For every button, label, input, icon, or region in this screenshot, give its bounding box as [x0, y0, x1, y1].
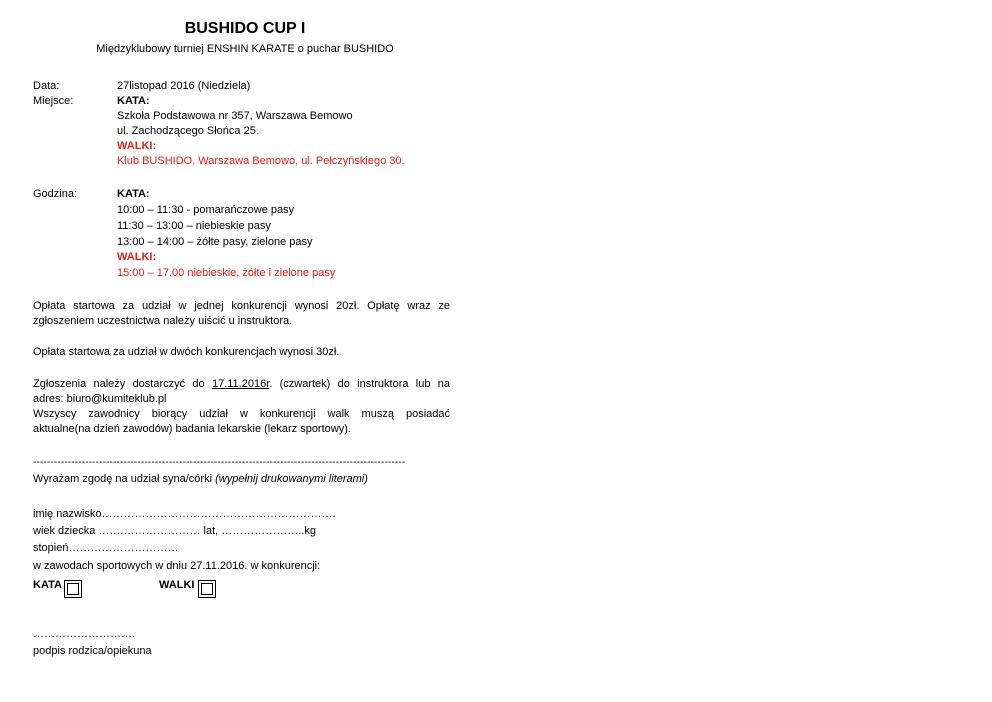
schedule-walki-heading: WALKI:	[117, 251, 157, 263]
fee-two-events: Opłata startowa za udział w dwóch konkurencjach wynosi 30zł.	[33, 346, 340, 358]
registration-deadline: 17.11.2016r	[211, 378, 270, 390]
walki-option-label: WALKI	[159, 579, 195, 591]
schedule-slot: 10:00 – 11:30 - pomarańczowe pasy	[117, 204, 295, 216]
kata-place-line1: Szkoła Podstawowa nr 357, Warszawa Bemowo	[117, 110, 353, 122]
signature-label: podpis rodzica/opiekuna	[33, 645, 152, 657]
walki-place-heading: WALKI:	[117, 140, 157, 152]
walki-checkbox[interactable]	[198, 580, 216, 598]
page-title: BUSHIDO CUP I	[184, 20, 306, 37]
signature-line[interactable]: ……………………….	[33, 628, 136, 640]
date-label: Data:	[33, 80, 60, 92]
consent-line: Wyrażam zgodę na udział syna/córki (wypełnij drukowanymi literami)	[33, 473, 368, 485]
cut-line-separator: -----------------------------------------------------------------------------------------------------------	[33, 457, 406, 468]
rank-field[interactable]: stopień…………………………	[33, 542, 179, 554]
date-value: 27listopad 2016 (Niedziela)	[117, 80, 251, 92]
fee-paragraph-line1: Opłata startowa za udział w jednej konkurencji wynosi 20zł. Opłatę wraz ze	[33, 300, 450, 312]
consent-note: (wypełnij drukowanymi literami)	[215, 473, 368, 485]
kata-place-heading: KATA:	[117, 95, 150, 107]
kata-place-line2: ul. Zachodzącego Słońca 25.	[117, 125, 259, 137]
name-field[interactable]: imię nazwisko……………………………………………………….	[33, 508, 336, 520]
age-weight-field[interactable]: wiek dziecka …….………………… lat, …………………..kg	[33, 525, 316, 537]
schedule-walki-slot: 15:00 – 17.00 niebieskie, żółte i zielone pasy	[117, 267, 336, 279]
schedule-slot: 11:30 – 13:00 – niebieskie pasy	[117, 220, 271, 232]
registration-line1: Zgłoszenia należy dostarczyć do 17.11.2016r. (czwartek) do instruktora lub na	[33, 378, 450, 390]
schedule-slot: 13:00 – 14:00 – żółte pasy, zielone pasy	[117, 236, 313, 248]
registration-line4: aktualne(na dzień zawodów) badania lekarskie (lekarz sportowy).	[33, 423, 351, 435]
page-subtitle: Międzyklubowy turniej ENSHIN KARATE o puchar BUSHIDO	[96, 43, 394, 55]
fee-paragraph-line2: zgłoszeniem uczestnictwa należy uiścić u instruktora.	[33, 315, 293, 327]
walki-place: Klub BUSHIDO, Warszawa Bemowo, ul. Pełczyńskiego 30.	[117, 155, 405, 167]
registration-line3: Wszyscy zawodnicy biorący udział w konkurencji walk muszą posiadać	[33, 408, 450, 420]
registration-email: adres: biuro@kumiteklub.pl	[33, 393, 167, 405]
kata-option-label: KATA	[33, 579, 62, 591]
schedule-label: Godzina:	[33, 188, 78, 200]
schedule-kata-heading: KATA:	[117, 188, 150, 200]
kata-checkbox[interactable]	[64, 580, 82, 598]
place-label: Miejsce:	[33, 95, 74, 107]
competition-text: w zawodach sportowych w dniu 27.11.2016. w konkurencji:	[33, 560, 321, 572]
